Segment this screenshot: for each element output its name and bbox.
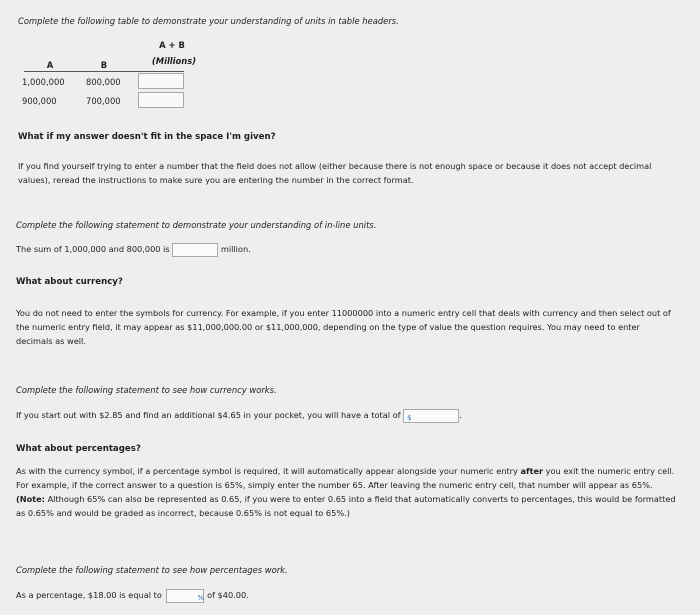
- currency-instruction: Complete the following statement to see how currency works.: [16, 385, 277, 395]
- faq-heading-currency: What about currency?: [16, 277, 123, 287]
- col-a-header: A: [46, 60, 54, 70]
- percent-body-after: after: [520, 466, 544, 476]
- dollar-symbol: $: [407, 413, 412, 422]
- faq-body-currency: You do not need to enter the symbols for currency. For example, if you enter 11000000 into a numeric entry cell that deals with currency and then select out of the numeric entry field, it may appear as $11,000,000.00 or $11,000,000, depending on the type of value the question requires. You may need to enter decimals as well.: [16, 308, 671, 346]
- faq-heading-fit: What if my answer doesn't fit in the space I'm given?: [18, 132, 276, 142]
- percent-body-2: you exit the numeric entry cell. For example, if the correct answer to a question is 65%, simply enter the number 65. After leaving the numeric entry cell, that number will appear as 65%.: [16, 466, 675, 490]
- percent-body-1: As with the currency symbol, if a percentage symbol is required, it will automatically appear alongside your numeric entry: [16, 466, 521, 476]
- million-input[interactable]: [172, 243, 218, 257]
- percent-input[interactable]: [166, 589, 204, 603]
- table-header-rule: [24, 71, 184, 72]
- currency-input[interactable]: [403, 409, 459, 423]
- col-sum-header: A + B: [159, 40, 185, 50]
- cell-b: 800,000: [86, 77, 121, 87]
- inline-units-instruction: Complete the following statement to demonstrate your understanding of in-line units.: [16, 220, 377, 230]
- percent-statement: [16, 588, 249, 603]
- percent-instruction: Complete the following statement to see how percentages work.: [16, 565, 288, 575]
- faq-body-percent: [16, 464, 678, 520]
- inline-units-statement: [16, 242, 251, 257]
- percent-symbol: %: [197, 593, 205, 602]
- statement-prefix: The sum of 1,000,000 and 800,000 is: [16, 244, 170, 254]
- statement-prefix: As a percentage, $18.00 is equal to: [16, 590, 162, 600]
- statement-prefix: If you start out with $2.85 and find an additional $4.65 in your pocket, you will have a total of: [16, 410, 401, 420]
- faq-body-fit: If you find yourself trying to enter a number that the field does not allow (either because there is not enough space or because it does not accept decimal values), reread the instructions to make sure you are entering the number in the correct format.: [18, 161, 652, 185]
- sum-input-row2[interactable]: [138, 92, 184, 108]
- table-instruction: Complete the following table to demonstrate your understanding of units in table headers.: [18, 16, 399, 26]
- percent-note-label: (Note:: [16, 494, 45, 504]
- cell-a: 1,000,000: [22, 77, 65, 87]
- faq-heading-percent: What about percentages?: [16, 444, 141, 454]
- currency-statement: [16, 408, 462, 423]
- cell-b: 700,000: [86, 96, 121, 106]
- sum-input-row1[interactable]: [138, 73, 184, 89]
- statement-suffix: of $40.00.: [207, 590, 249, 600]
- statement-suffix: .: [459, 410, 462, 420]
- cell-a: 900,000: [22, 96, 57, 106]
- col-b-header: B: [100, 60, 108, 70]
- percent-body-3: Although 65% can also be represented as 0.65, if you were to enter 0.65 into a field that automatically converts to percentages, this would be formatted as 0.65% and would be graded as incorrect, because 0.65% is not equal to 65%.): [16, 494, 676, 518]
- col-sum-unit: (Millions): [151, 56, 197, 66]
- statement-suffix: million.: [220, 244, 251, 254]
